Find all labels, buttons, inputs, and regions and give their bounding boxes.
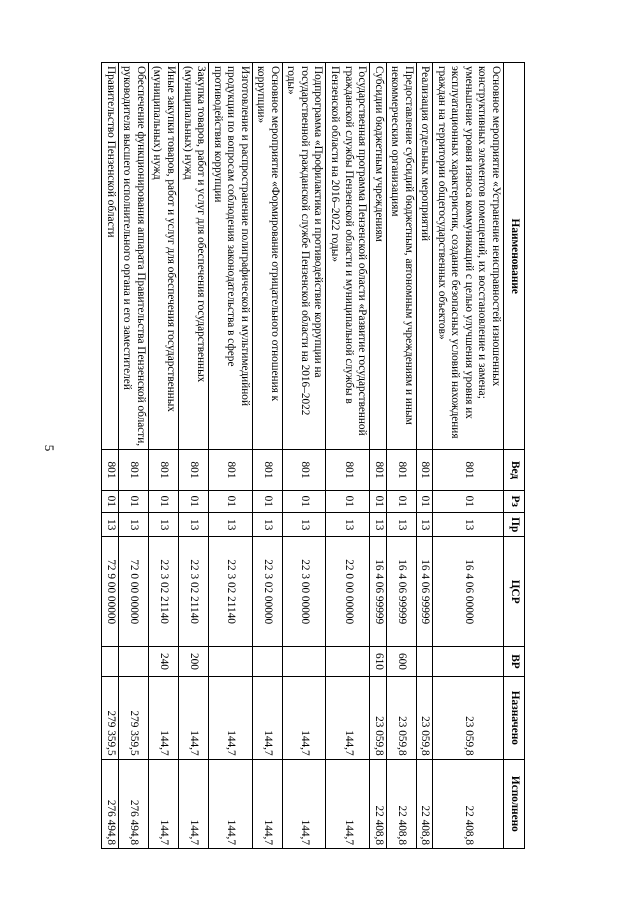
cell-pr: 13 bbox=[370, 512, 387, 537]
cell-rz: 01 bbox=[416, 490, 433, 512]
cell-vr bbox=[118, 646, 148, 676]
cell-vr bbox=[433, 646, 504, 676]
cell-rz: 01 bbox=[118, 490, 148, 512]
table-row bbox=[416, 63, 433, 849]
page-number: 5 bbox=[42, 444, 57, 452]
cell-assigned: 144,7 bbox=[252, 677, 282, 760]
cell-csr: 22 3 02 21140 bbox=[148, 537, 178, 646]
cell-executed: 144,7 bbox=[326, 759, 370, 848]
cell-executed: 22 408,8 bbox=[370, 759, 387, 848]
cell-pr: 13 bbox=[209, 512, 253, 537]
cell-vr: 200 bbox=[178, 646, 208, 676]
header-pr: Пр bbox=[504, 512, 525, 537]
cell-executed: 276 494,8 bbox=[118, 759, 148, 848]
cell-executed: 144,7 bbox=[282, 759, 326, 848]
cell-ved: 801 bbox=[282, 450, 326, 490]
header-vr: ВР bbox=[504, 646, 525, 676]
cell-pr: 13 bbox=[252, 512, 282, 537]
cell-executed: 144,7 bbox=[252, 759, 282, 848]
cell-assigned: 23 059,8 bbox=[433, 677, 504, 760]
cell-name: Государственная программа Пензенской области «Развитие государственной гражданской службы Пензенской области и муниципальной службы в Пензенской области на 2016–2022 годы» bbox=[326, 63, 370, 450]
cell-assigned: 23 059,8 bbox=[386, 677, 416, 760]
cell-pr: 13 bbox=[433, 512, 504, 537]
cell-assigned: 23 059,8 bbox=[370, 677, 387, 760]
cell-vr: 240 bbox=[148, 646, 178, 676]
cell-assigned: 144,7 bbox=[282, 677, 326, 760]
cell-csr: 22 3 02 00000 bbox=[252, 537, 282, 646]
header-csr: ЦСР bbox=[504, 537, 525, 646]
header-ved: Вед bbox=[504, 450, 525, 490]
cell-vr bbox=[416, 646, 433, 676]
cell-pr: 13 bbox=[386, 512, 416, 537]
table-row bbox=[178, 63, 208, 849]
table-row bbox=[102, 63, 119, 849]
cell-executed: 144,7 bbox=[148, 759, 178, 848]
cell-csr: 22 0 00 00000 bbox=[326, 537, 370, 646]
cell-executed: 144,7 bbox=[209, 759, 253, 848]
cell-executed: 22 408,8 bbox=[386, 759, 416, 848]
cell-ved: 801 bbox=[148, 450, 178, 490]
cell-pr: 13 bbox=[118, 512, 148, 537]
cell-rz: 01 bbox=[282, 490, 326, 512]
cell-vr: 610 bbox=[370, 646, 387, 676]
header-rz: Рз bbox=[504, 490, 525, 512]
cell-ved: 801 bbox=[416, 450, 433, 490]
cell-rz: 01 bbox=[433, 490, 504, 512]
table-header-row bbox=[504, 63, 525, 849]
table-row bbox=[118, 63, 148, 849]
cell-ved: 801 bbox=[209, 450, 253, 490]
cell-pr: 13 bbox=[282, 512, 326, 537]
budget-table-container bbox=[88, 62, 525, 849]
cell-name: Основное мероприятие «Устранение неисправностей изношенных конструктивных элементов помещений, их восстановление и замена; уменьшение уровня износа коммуникаций с целью улучшения уровня их эксплуатационных характеристик, создание безопасных условий нахождения граждан на территории общегосударственных объектов» bbox=[433, 63, 504, 450]
cell-vr bbox=[282, 646, 326, 676]
cell-rz: 01 bbox=[370, 490, 387, 512]
header-assigned: Назначено bbox=[504, 677, 525, 760]
cell-name: Реализация отдельных мероприятий bbox=[416, 63, 433, 450]
cell-pr: 13 bbox=[178, 512, 208, 537]
cell-ved: 801 bbox=[326, 450, 370, 490]
cell-assigned: 144,7 bbox=[326, 677, 370, 760]
cell-rz: 01 bbox=[148, 490, 178, 512]
cell-vr bbox=[326, 646, 370, 676]
cell-csr: 16 4 06 99999 bbox=[416, 537, 433, 646]
cell-vr: 600 bbox=[386, 646, 416, 676]
cell-ved: 801 bbox=[118, 450, 148, 490]
cell-csr: 16 4 06 99999 bbox=[370, 537, 387, 646]
cell-assigned: 279 359,5 bbox=[118, 677, 148, 760]
cell-pr: 13 bbox=[148, 512, 178, 537]
table-row bbox=[370, 63, 387, 849]
cell-executed: 22 408,8 bbox=[416, 759, 433, 848]
cell-csr: 16 4 06 00000 bbox=[433, 537, 504, 646]
cell-assigned: 23 059,8 bbox=[416, 677, 433, 760]
cell-name: Предоставление субсидий бюджетным, автономным учреждениям и иным некоммерческим организациям bbox=[386, 63, 416, 450]
cell-pr: 13 bbox=[326, 512, 370, 537]
cell-csr: 72 9 00 00000 bbox=[102, 537, 119, 646]
cell-ved: 801 bbox=[386, 450, 416, 490]
cell-assigned: 144,7 bbox=[209, 677, 253, 760]
table-row bbox=[282, 63, 326, 849]
cell-vr bbox=[252, 646, 282, 676]
cell-vr bbox=[102, 646, 119, 676]
cell-name: Подпрограмма «Профилактика и противодействие коррупции на государственной гражданской службе Пензенской области на 2016–2022 годы» bbox=[282, 63, 326, 450]
table-row bbox=[148, 63, 178, 849]
header-executed: Исполнено bbox=[504, 759, 525, 848]
table-row bbox=[386, 63, 416, 849]
cell-name: Правительство Пензенской области bbox=[102, 63, 119, 450]
cell-rz: 01 bbox=[252, 490, 282, 512]
cell-csr: 22 3 00 00000 bbox=[282, 537, 326, 646]
cell-name: Основное мероприятие «Формирование отрицательного отношения к коррупции» bbox=[252, 63, 282, 450]
cell-assigned: 279 359,5 bbox=[102, 677, 119, 760]
cell-rz: 01 bbox=[209, 490, 253, 512]
cell-pr: 13 bbox=[416, 512, 433, 537]
cell-executed: 276 494,8 bbox=[102, 759, 119, 848]
header-name: Наименование bbox=[504, 63, 525, 450]
cell-ved: 801 bbox=[178, 450, 208, 490]
cell-rz: 01 bbox=[386, 490, 416, 512]
table-row bbox=[252, 63, 282, 849]
cell-name: Субсидии бюджетным учреждениям bbox=[370, 63, 387, 450]
cell-csr: 22 3 02 21140 bbox=[209, 537, 253, 646]
cell-vr bbox=[209, 646, 253, 676]
cell-rz: 01 bbox=[102, 490, 119, 512]
table-row bbox=[326, 63, 370, 849]
cell-rz: 01 bbox=[178, 490, 208, 512]
cell-executed: 22 408,8 bbox=[433, 759, 504, 848]
cell-name: Закупка товаров, работ и услуг для обеспечения государственных (муниципальных) нужд bbox=[178, 63, 208, 450]
cell-assigned: 144,7 bbox=[148, 677, 178, 760]
cell-rz: 01 bbox=[326, 490, 370, 512]
cell-name: Иные закупки товаров, работ и услуг для обеспечения государственных (муниципальных) нужд bbox=[148, 63, 178, 450]
cell-ved: 801 bbox=[252, 450, 282, 490]
cell-csr: 72 0 00 00000 bbox=[118, 537, 148, 646]
table-row bbox=[433, 63, 504, 849]
budget-table bbox=[101, 62, 525, 849]
cell-csr: 16 4 06 99999 bbox=[386, 537, 416, 646]
cell-pr: 13 bbox=[102, 512, 119, 537]
cell-csr: 22 3 02 21140 bbox=[178, 537, 208, 646]
cell-name: Обеспечение функционирования аппарата Правительства Пензенской области, руководителя высшего исполнительного органа и его заместителей bbox=[118, 63, 148, 450]
table-row bbox=[209, 63, 253, 849]
cell-ved: 801 bbox=[102, 450, 119, 490]
cell-name: Изготовление и распространение полиграфической и мультимедийной продукции по вопросам соблюдения законодательства в сфере противодействия коррупции bbox=[209, 63, 253, 450]
cell-ved: 801 bbox=[433, 450, 504, 490]
cell-ved: 801 bbox=[370, 450, 387, 490]
cell-assigned: 144,7 bbox=[178, 677, 208, 760]
cell-executed: 144,7 bbox=[178, 759, 208, 848]
